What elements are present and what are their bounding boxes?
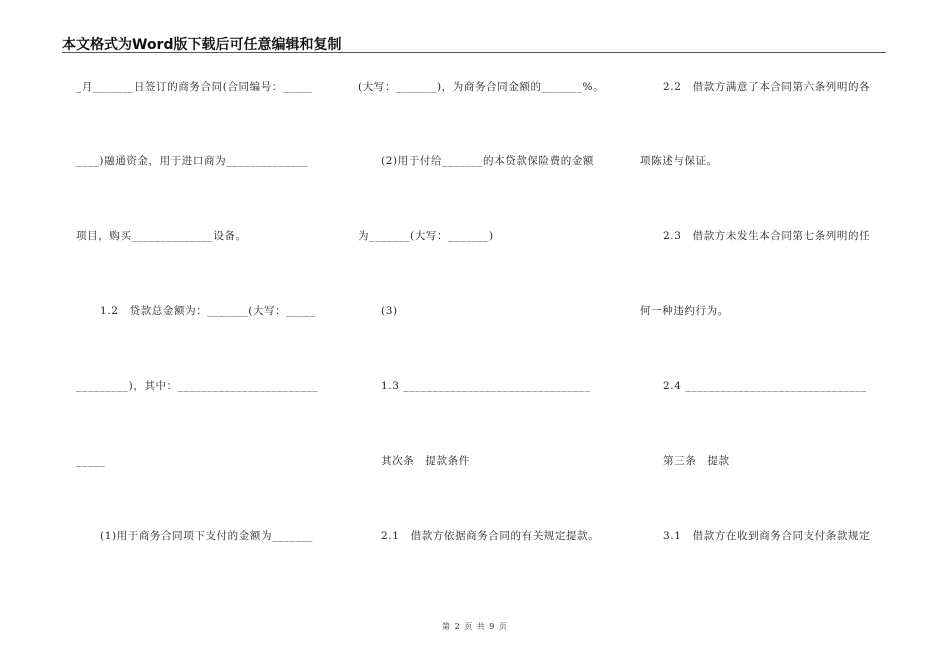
page-number-footer: 第 2 页 共 9 页 <box>442 622 508 631</box>
col1-line-4: 1.2 贷款总金额为：_______(大写：_____ <box>100 305 316 317</box>
col1-line-2: ____)融通资金，用于进口商为______________ <box>76 155 309 167</box>
col3-line-3: 2.3 借款方未发生本合同第七条列明的任 <box>663 230 871 242</box>
col2-line-3: 为_______(大写：_______) <box>358 230 494 242</box>
col2-line-1: (大写：_______)，为商务合同金额的_______%。 <box>358 81 605 93</box>
document-header-title: 本文格式为Word版下载后可任意编辑和复制 <box>62 37 342 53</box>
col1-line-1: _月_______日签订的商务合同(合同编号：_____ <box>76 81 313 93</box>
col3-line-1: 2.2 借款方满意了本合同第六条列明的各 <box>663 81 871 93</box>
col3-line-6-section-heading: 第三条 提款 <box>663 455 730 467</box>
col3-line-5: 2.4 _______________________________ <box>663 380 867 392</box>
col2-line-2: (2)用于付给_______的本贷款保险费的金额 <box>381 155 595 167</box>
col2-line-7: 2.1 借款方依据商务合同的有关规定提款。 <box>381 530 600 542</box>
col1-line-6: _____ <box>76 455 106 467</box>
col3-line-7: 3.1 借款方在收到商务合同支付条款规定 <box>663 530 871 542</box>
col1-line-7: (1)用于商务合同项下支付的金额为_______ <box>100 530 314 542</box>
col1-line-5: _________)，其中：________________________ <box>76 380 319 392</box>
col2-line-4: (3) <box>381 305 398 317</box>
col2-line-5: 1.3 ________________________________ <box>381 380 591 392</box>
col2-line-6-section-heading: 其次条 提款条件 <box>381 455 470 467</box>
header-divider <box>62 52 886 53</box>
col3-line-2: 项陈述与保证。 <box>640 155 718 167</box>
col3-line-4: 何一种违约行为。 <box>640 305 729 317</box>
col1-line-3: 项目，购买______________设备。 <box>76 230 247 242</box>
